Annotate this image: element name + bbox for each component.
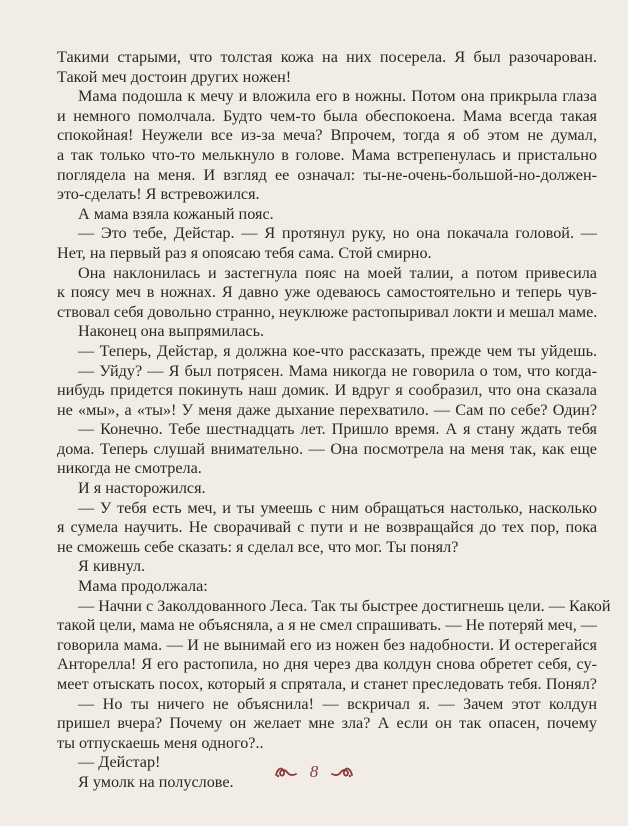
text-line: Наконец она выпрямилась. (78, 322, 265, 341)
text-line: — Теперь, Дейстар, я должна кое-что рассказать, прежде чем ты уйдешь. (78, 341, 597, 360)
flourish-right-icon (330, 765, 354, 779)
text-line: говорила мама. — И не вынимай его из ножен без надобности. И остерегайся (57, 635, 597, 654)
text-line: нибудь придется покинуть наш домик. И вдруг я сообразил, что она сказала (57, 381, 597, 400)
text-line: и немного помолчала. Будто чем-то была обеспокоена. Мама всегда такая (57, 106, 597, 125)
text-line: ствовал себя довольно странно, неуклюже растопыривал локти и мешал маме. (57, 302, 598, 321)
text-line: такой цели, мама не объясняла, а я не смел спрашивать. — Не потеряй меч, — (57, 616, 597, 635)
text-line: Такой меч достоин других ножен! (57, 67, 292, 86)
text-line: ты отпускаешь меня одного?.. (57, 733, 264, 752)
page-number: 8 (309, 762, 319, 781)
text-line: — Это тебе, Дейстар. — Я протянул руку, но она покачала головой. — (78, 224, 597, 243)
text-line: Нет, на первый раз я опоясаю тебя сама. Стой смирно. (57, 243, 432, 262)
text-line: — У тебя есть меч, и ты умеешь с ним обращаться настолько, насколько (78, 498, 597, 517)
text-line: Такими старыми, что толстая кожа на них посерела. Я был разочарован. (57, 48, 597, 66)
text-line: меет отыскать посох, который я спрятала, и станет преследовать тебя. Понял? (57, 675, 597, 693)
text-line: — Дейстар! (78, 753, 161, 772)
text-line: поглядела на меня. И взгляд ее означал: ты-не-очень-большой-но-должен- (57, 165, 597, 184)
text-line: я сумела научить. Не сворачивай с пути и не возвращайся до тех пор, пока (57, 518, 597, 537)
text-line: спокойная! Неужели все из-за меча? Впрочем, тогда я об этом не думал, (57, 126, 597, 145)
text-line: никогда не смотрела. (57, 459, 202, 478)
text-line: А мама взяла кожаный пояс. (78, 204, 274, 223)
text-line: к поясу меч в ножнах. Я давно уже одеваюсь самостоятельно и теперь чув- (57, 283, 597, 302)
text-line: — Начни с Заколдованного Леса. Так ты быстрее достигнешь цели. — Какой (78, 596, 611, 615)
text-line: а так только что-то мелькнуло в голове. Мама встрепенулась и пристально (57, 145, 597, 164)
text-line: не «мы», а «ты»! У меня даже дыхание перехватило. — Сам по себе? Один? (57, 400, 597, 419)
text-line: не сможешь себе сказать: я сделал все, что мог. Ты понял? (57, 537, 459, 556)
text-line: Я кивнул. (78, 557, 146, 576)
body-text (57, 48, 611, 793)
text-line: — Конечно. Тебе шестнадцать лет. Пришло время. А я стану ждать тебя (78, 420, 597, 439)
text-line: Мама продолжала: (78, 577, 208, 596)
text-line: Мама подошла к мечу и вложила его в ножны. Потом она прикрыла глаза (78, 87, 597, 106)
page-footer (0, 762, 628, 782)
text-line: Она наклонилась и застегнула пояс на моей талии, а потом привесила (78, 263, 597, 282)
text-line: И я насторожился. (78, 479, 206, 498)
text-line: Анторелла! Я его растопила, но дня через два колдун снова обретет себя, су- (57, 655, 597, 674)
flourish-left-icon (274, 765, 298, 779)
text-line: — Но ты ничего не объяснила! — вскричал я. — Зачем этот колдун (78, 694, 597, 713)
text-line: Я умолк на полуслове. (78, 772, 234, 791)
text-line: дома. Теперь слушай внимательно. — Она посмотрела на меня так, как еще (57, 439, 597, 458)
text-line: — Уйду? — Я был потрясен. Мама никогда не говорила о том, что когда- (78, 361, 597, 380)
text-line: это-сделать! Я встревожился. (57, 185, 260, 204)
text-line: пришел вчера? Почему он желает мне зла? А если он так опасен, почему (57, 714, 597, 733)
